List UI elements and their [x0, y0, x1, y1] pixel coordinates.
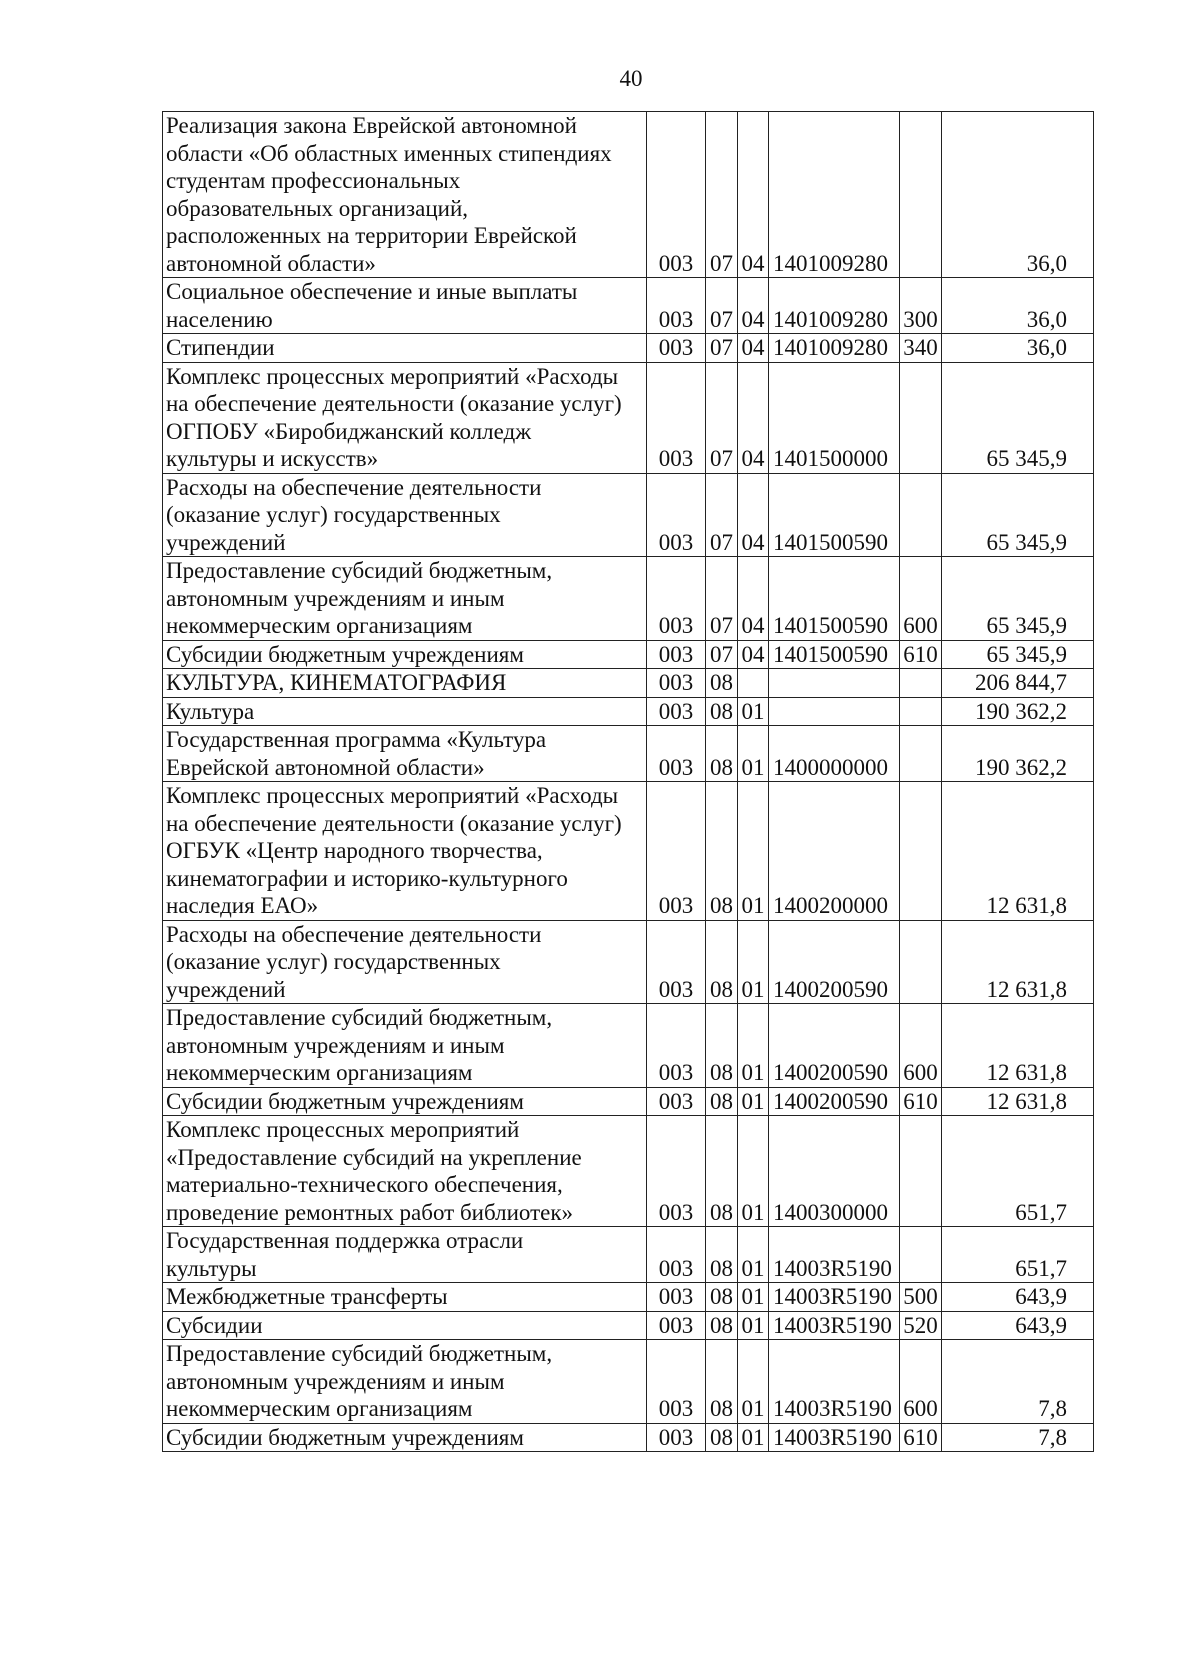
target-article-cell: 14003R5190	[769, 1283, 900, 1312]
expense-type-cell	[900, 112, 942, 278]
item-name-line: материально-технического обеспечения,	[166, 1172, 563, 1197]
item-name-line: Культура	[166, 698, 255, 724]
target-article-cell: 14003R5190	[769, 1311, 900, 1340]
item-name-line: автономным учреждениям и иным	[166, 1032, 505, 1058]
target-article-cell: 1401500000	[769, 362, 900, 473]
target-article-cell	[769, 669, 900, 698]
subsection-code-cell: 01	[738, 1087, 769, 1116]
subsection-code-cell: 01	[738, 1423, 769, 1452]
item-name-cell	[163, 920, 647, 1004]
item-name-cell	[163, 1227, 647, 1283]
budget-table-body	[163, 112, 1094, 1452]
item-name-line: образовательных организаций,	[166, 195, 468, 221]
expense-type-cell: 610	[900, 1087, 942, 1116]
table-row	[163, 1227, 1094, 1283]
item-name-cell	[163, 782, 647, 921]
table-row	[163, 782, 1094, 921]
item-name-line: Комплекс процессных мероприятий «Расходы	[166, 363, 619, 389]
target-article-cell: 14003R5190	[769, 1340, 900, 1424]
item-name-line: Предоставление субсидий бюджетным,	[166, 558, 553, 583]
section-code-cell: 08	[706, 1087, 738, 1116]
item-name-cell	[163, 362, 647, 473]
subsection-code-cell: 01	[738, 726, 769, 782]
amount-cell: 12 631,8	[942, 782, 1094, 921]
table-row	[163, 1340, 1094, 1424]
expense-type-cell	[900, 1227, 942, 1283]
section-code-cell: 07	[706, 278, 738, 334]
admin-code-cell: 003	[647, 782, 706, 921]
subsection-code-cell: 01	[738, 1116, 769, 1227]
section-code-cell: 08	[706, 1340, 738, 1424]
section-code-cell: 08	[706, 1283, 738, 1312]
table-row	[163, 1283, 1094, 1312]
item-name-cell	[163, 640, 647, 669]
item-name-cell	[163, 697, 647, 726]
item-name-line: культуры и искусств»	[166, 446, 379, 471]
target-article-cell: 1401500590	[769, 557, 900, 641]
item-name-line: автономным учреждениям и иным	[166, 1368, 505, 1394]
admin-code-cell: 003	[647, 278, 706, 334]
amount-cell: 12 631,8	[942, 1087, 1094, 1116]
item-name-cell	[163, 112, 647, 278]
table-row	[163, 557, 1094, 641]
target-article-cell: 1401500590	[769, 473, 900, 557]
amount-cell: 12 631,8	[942, 1004, 1094, 1088]
item-name-line: культуры	[166, 1255, 257, 1281]
item-name-line: Комплекс процессных мероприятий	[166, 1117, 520, 1142]
expense-type-cell: 340	[900, 334, 942, 363]
expense-type-cell: 610	[900, 640, 942, 669]
section-code-cell: 08	[706, 782, 738, 921]
section-code-cell: 08	[706, 1227, 738, 1283]
expense-type-cell	[900, 726, 942, 782]
item-name-cell	[163, 1087, 647, 1116]
section-code-cell: 07	[706, 334, 738, 363]
amount-cell: 65 345,9	[942, 640, 1094, 669]
item-name-line: расположенных на территории Еврейской	[166, 223, 577, 248]
amount-cell: 643,9	[942, 1311, 1094, 1340]
table-row	[163, 669, 1094, 698]
target-article-cell: 1400200590	[769, 1004, 900, 1088]
admin-code-cell: 003	[647, 1340, 706, 1424]
item-name-line: кинематографии и историко-культурного	[166, 865, 568, 891]
amount-cell: 36,0	[942, 334, 1094, 363]
item-name-line: Предоставление субсидий бюджетным,	[166, 1341, 553, 1366]
item-name-cell	[163, 1423, 647, 1452]
item-name-cell	[163, 669, 647, 698]
target-article-cell: 14003R5190	[769, 1423, 900, 1452]
item-name-line: Реализация закона Еврейской автономной	[166, 113, 577, 138]
expense-type-cell	[900, 920, 942, 1004]
section-code-cell: 08	[706, 1423, 738, 1452]
target-article-cell: 1401009280	[769, 278, 900, 334]
amount-cell: 65 345,9	[942, 557, 1094, 641]
amount-cell: 65 345,9	[942, 473, 1094, 557]
item-name-cell	[163, 1340, 647, 1424]
item-name-cell	[163, 473, 647, 557]
subsection-code-cell: 04	[738, 640, 769, 669]
item-name-line: ОГПОБУ «Биробиджанский колледж	[166, 418, 532, 444]
item-name-cell	[163, 1116, 647, 1227]
expense-type-cell	[900, 362, 942, 473]
amount-cell: 7,8	[942, 1340, 1094, 1424]
table-row	[163, 473, 1094, 557]
subsection-code-cell: 01	[738, 1340, 769, 1424]
table-row	[163, 640, 1094, 669]
amount-cell: 36,0	[942, 112, 1094, 278]
expense-type-cell	[900, 669, 942, 698]
amount-cell: 7,8	[942, 1423, 1094, 1452]
subsection-code-cell: 01	[738, 920, 769, 1004]
admin-code-cell: 003	[647, 1116, 706, 1227]
admin-code-cell: 003	[647, 362, 706, 473]
section-code-cell: 08	[706, 697, 738, 726]
target-article-cell: 1401009280	[769, 112, 900, 278]
item-name-line: области «Об областных именных стипендиях	[166, 140, 612, 166]
amount-cell: 651,7	[942, 1116, 1094, 1227]
target-article-cell	[769, 697, 900, 726]
admin-code-cell: 003	[647, 640, 706, 669]
table-row	[163, 1004, 1094, 1088]
item-name-line: Предоставление субсидий бюджетным,	[166, 1005, 553, 1030]
admin-code-cell: 003	[647, 920, 706, 1004]
admin-code-cell: 003	[647, 557, 706, 641]
subsection-code-cell: 04	[738, 557, 769, 641]
section-code-cell: 07	[706, 640, 738, 669]
budget-table	[162, 111, 1094, 1452]
section-code-cell: 08	[706, 1311, 738, 1340]
amount-cell: 206 844,7	[942, 669, 1094, 698]
item-name-line: КУЛЬТУРА, КИНЕМАТОГРАФИЯ	[166, 670, 507, 695]
amount-cell: 12 631,8	[942, 920, 1094, 1004]
item-name-line: некоммерческим организациям	[166, 613, 473, 638]
item-name-cell	[163, 726, 647, 782]
item-name-line: Расходы на обеспечение деятельности	[166, 474, 542, 500]
section-code-cell: 07	[706, 112, 738, 278]
subsection-code-cell: 01	[738, 1004, 769, 1088]
item-name-line: наследия ЕАО»	[166, 893, 319, 918]
expense-type-cell: 600	[900, 557, 942, 641]
item-name-line: автономной области»	[166, 250, 376, 276]
expense-type-cell	[900, 473, 942, 557]
admin-code-cell: 003	[647, 1004, 706, 1088]
table-row	[163, 112, 1094, 278]
table-row	[163, 726, 1094, 782]
item-name-line: (оказание услуг) государственных	[166, 502, 501, 527]
table-row	[163, 697, 1094, 726]
item-name-line: на обеспечение деятельности (оказание услуг)	[166, 810, 622, 836]
section-code-cell: 08	[706, 1004, 738, 1088]
item-name-line: населению	[166, 306, 273, 332]
section-code-cell: 08	[706, 726, 738, 782]
item-name-cell	[163, 278, 647, 334]
section-code-cell: 07	[706, 473, 738, 557]
target-article-cell: 1400000000	[769, 726, 900, 782]
expense-type-cell: 300	[900, 278, 942, 334]
expense-type-cell: 600	[900, 1004, 942, 1088]
item-name-cell	[163, 1283, 647, 1312]
amount-cell: 65 345,9	[942, 362, 1094, 473]
item-name-line: проведение ремонтных работ библиотек»	[166, 1199, 574, 1225]
section-code-cell: 08	[706, 920, 738, 1004]
section-code-cell: 07	[706, 362, 738, 473]
amount-cell: 643,9	[942, 1283, 1094, 1312]
item-name-line: автономным учреждениям и иным	[166, 585, 505, 611]
target-article-cell: 1400200590	[769, 920, 900, 1004]
amount-cell: 36,0	[942, 278, 1094, 334]
admin-code-cell: 003	[647, 726, 706, 782]
subsection-code-cell: 01	[738, 1283, 769, 1312]
table-row	[163, 334, 1094, 363]
table-row	[163, 1087, 1094, 1116]
subsection-code-cell: 04	[738, 112, 769, 278]
item-name-line: Субсидии бюджетным учреждениям	[166, 1088, 524, 1114]
expense-type-cell: 600	[900, 1340, 942, 1424]
admin-code-cell: 003	[647, 1311, 706, 1340]
item-name-cell	[163, 557, 647, 641]
table-row	[163, 362, 1094, 473]
item-name-cell	[163, 1311, 647, 1340]
item-name-line: Комплекс процессных мероприятий «Расходы	[166, 783, 619, 808]
item-name-line: Стипендии	[166, 335, 275, 360]
admin-code-cell: 003	[647, 112, 706, 278]
item-name-line: Субсидии бюджетным учреждениям	[166, 641, 524, 667]
item-name-line: Расходы на обеспечение деятельности	[166, 921, 542, 947]
subsection-code-cell: 01	[738, 697, 769, 726]
table-row	[163, 1423, 1094, 1452]
item-name-line: Государственная программа «Культура	[166, 727, 547, 752]
expense-type-cell: 610	[900, 1423, 942, 1452]
expense-type-cell: 520	[900, 1311, 942, 1340]
item-name-line: учреждений	[166, 529, 286, 555]
subsection-code-cell: 04	[738, 362, 769, 473]
item-name-cell	[163, 1004, 647, 1088]
expense-type-cell	[900, 1116, 942, 1227]
item-name-line: на обеспечение деятельности (оказание услуг)	[166, 391, 622, 416]
admin-code-cell: 003	[647, 334, 706, 363]
item-name-line: Субсидии бюджетным учреждениям	[166, 1424, 524, 1450]
subsection-code-cell: 01	[738, 1311, 769, 1340]
item-name-line: некоммерческим организациям	[166, 1060, 473, 1085]
item-name-line: «Предоставление субсидий на укрепление	[166, 1144, 582, 1170]
target-article-cell: 1400300000	[769, 1116, 900, 1227]
admin-code-cell: 003	[647, 1423, 706, 1452]
subsection-code-cell: 01	[738, 1227, 769, 1283]
admin-code-cell: 003	[647, 473, 706, 557]
item-name-line: Социальное обеспечение и иные выплаты	[166, 279, 578, 304]
subsection-code-cell	[738, 669, 769, 698]
admin-code-cell: 003	[647, 697, 706, 726]
expense-type-cell	[900, 782, 942, 921]
target-article-cell: 1401500590	[769, 640, 900, 669]
target-article-cell: 1400200000	[769, 782, 900, 921]
admin-code-cell: 003	[647, 669, 706, 698]
subsection-code-cell: 04	[738, 473, 769, 557]
subsection-code-cell: 04	[738, 278, 769, 334]
expense-type-cell: 500	[900, 1283, 942, 1312]
item-name-line: учреждений	[166, 976, 286, 1002]
item-name-line: (оказание услуг) государственных	[166, 949, 501, 974]
table-row	[163, 278, 1094, 334]
section-code-cell: 07	[706, 557, 738, 641]
admin-code-cell: 003	[647, 1227, 706, 1283]
item-name-line: Государственная поддержка отрасли	[166, 1228, 524, 1253]
page-number: 40	[619, 66, 643, 91]
item-name-line: Еврейской автономной области»	[166, 754, 485, 780]
table-row	[163, 1116, 1094, 1227]
item-name-line: ОГБУК «Центр народного творчества,	[166, 838, 543, 863]
admin-code-cell: 003	[647, 1087, 706, 1116]
target-article-cell: 14003R5190	[769, 1227, 900, 1283]
item-name-line: студентам профессиональных	[166, 168, 461, 193]
subsection-code-cell: 01	[738, 782, 769, 921]
amount-cell: 190 362,2	[942, 726, 1094, 782]
amount-cell: 190 362,2	[942, 697, 1094, 726]
amount-cell: 651,7	[942, 1227, 1094, 1283]
table-row	[163, 1311, 1094, 1340]
table-row	[163, 920, 1094, 1004]
section-code-cell: 08	[706, 669, 738, 698]
item-name-line: Субсидии	[166, 1312, 263, 1338]
expense-type-cell	[900, 697, 942, 726]
item-name-cell	[163, 334, 647, 363]
item-name-line: Межбюджетные трансферты	[166, 1284, 448, 1309]
section-code-cell: 08	[706, 1116, 738, 1227]
admin-code-cell: 003	[647, 1283, 706, 1312]
subsection-code-cell: 04	[738, 334, 769, 363]
target-article-cell: 1400200590	[769, 1087, 900, 1116]
target-article-cell: 1401009280	[769, 334, 900, 363]
item-name-line: некоммерческим организациям	[166, 1396, 473, 1421]
